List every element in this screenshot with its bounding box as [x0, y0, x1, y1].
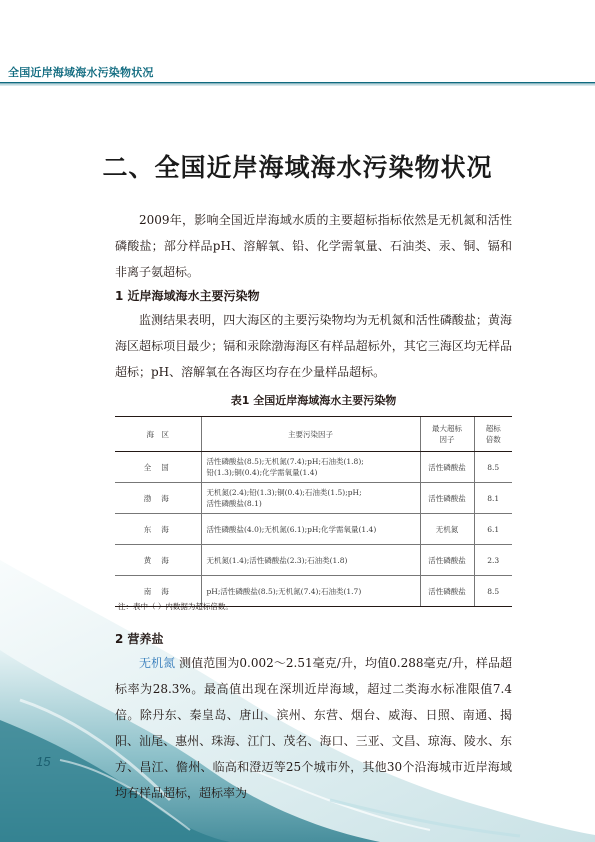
ratio-cell: 2.3 — [474, 545, 512, 576]
pollutants-cell: 无机氮(1.4);活性磷酸盐(2.3);石油类(1.8) — [201, 545, 420, 576]
column-header-ratio: 超标 倍数 — [474, 417, 512, 452]
section-heading-pollutants: 1 近岸海域海水主要污染物 — [115, 289, 260, 303]
section-nutrients-text: 测值范围为0.002～2.51毫克/升，均值0.288毫克/升，样品超标率为28.3%。最高值出现在深圳近岸海域，超过二类海水标准限值7.4倍。除丹东、秦皇岛、唐山、滨州、东营、烟台、威海、日照、南通、揭阳、汕尾、惠州、珠海、江门、茂名、海口、三亚、文昌、琼海、陵水、东方、昌江、儋州、临高和澄迈等25个城市外，其他30个沿海城市近岸海域均有样品超标，超标率为 — [115, 656, 512, 800]
keyword-inorganic-nitrogen: 无机氮 — [139, 656, 176, 670]
ratio-cell: 8.5 — [474, 576, 512, 607]
pollutants-cell: pH;活性磷酸盐(8.5);无机氮(7.4);石油类(1.7) — [201, 576, 420, 607]
table-note: 注：表中（ ）内数据为超标倍数。 — [118, 602, 233, 611]
region-cell: 东海 — [115, 514, 201, 545]
table-row — [115, 545, 512, 576]
ratio-cell: 8.1 — [474, 483, 512, 514]
pollutants-cell: 无机氮(2.4);铅(1.3);铜(0.4);石油类(1.5);pH; 活性磷酸盐(8.1) — [201, 483, 420, 514]
running-header: 全国近岸海域海水污染物状况 — [8, 66, 154, 79]
section-nutrients-paragraph — [115, 650, 512, 806]
table-caption: 表1 全国近岸海域海水主要污染物 — [230, 394, 397, 407]
ratio-cell: 8.5 — [474, 452, 512, 483]
pollutants-cell: 活性磷酸盐(8.5);无机氮(7.4);pH;石油类(1.8); 铅(1.3);铜(0.4);化学需氧量(1.4) — [201, 452, 420, 483]
chapter-title: 二、全国近岸海域海水污染物状况 — [102, 153, 493, 182]
region-cell: 南海 — [115, 576, 201, 607]
region-cell: 黄海 — [115, 545, 201, 576]
column-header-region: 海 区 — [115, 417, 201, 452]
pollutant-table — [115, 416, 512, 607]
table-row — [115, 483, 512, 514]
region-cell: 渤海 — [115, 483, 201, 514]
section-pollutants-text: 监测结果表明，四大海区的主要污染物均为无机氮和活性磷酸盐；黄海海区超标项目最少；镉和汞除渤海海区有样品超标外，其它三海区均无样品超标；pH、溶解氧在各海区均存在少量样品超标。 — [115, 313, 512, 379]
page-number: 15 — [36, 754, 51, 769]
max-factor-cell: 活性磷酸盐 — [420, 483, 474, 514]
table-row — [115, 452, 512, 483]
max-factor-cell: 活性磷酸盐 — [420, 545, 474, 576]
table-row — [115, 514, 512, 545]
max-factor-cell: 活性磷酸盐 — [420, 576, 474, 607]
section-heading-nutrients: 2 营养盐 — [115, 632, 164, 646]
column-header-max-factor: 最大超标 因子 — [420, 417, 474, 452]
pollutants-cell: 活性磷酸盐(4.0);无机氮(6.1);pH;化学需氧量(1.4) — [201, 514, 420, 545]
max-factor-cell: 活性磷酸盐 — [420, 452, 474, 483]
section-pollutants-paragraph — [115, 307, 512, 385]
column-header-pollutants: 主要污染因子 — [201, 417, 420, 452]
max-factor-cell: 无机氮 — [420, 514, 474, 545]
region-cell: 全国 — [115, 452, 201, 483]
ratio-cell: 6.1 — [474, 514, 512, 545]
intro-text: 2009年，影响全国近岸海域水质的主要超标指标依然是无机氮和活性磷酸盐；部分样品pH、溶解氧、铅、化学需氧量、石油类、汞、铜、镉和非离子氨超标。 — [115, 213, 512, 279]
intro-paragraph — [115, 207, 512, 285]
header-rule — [0, 82, 595, 86]
table-header-row — [115, 417, 512, 452]
